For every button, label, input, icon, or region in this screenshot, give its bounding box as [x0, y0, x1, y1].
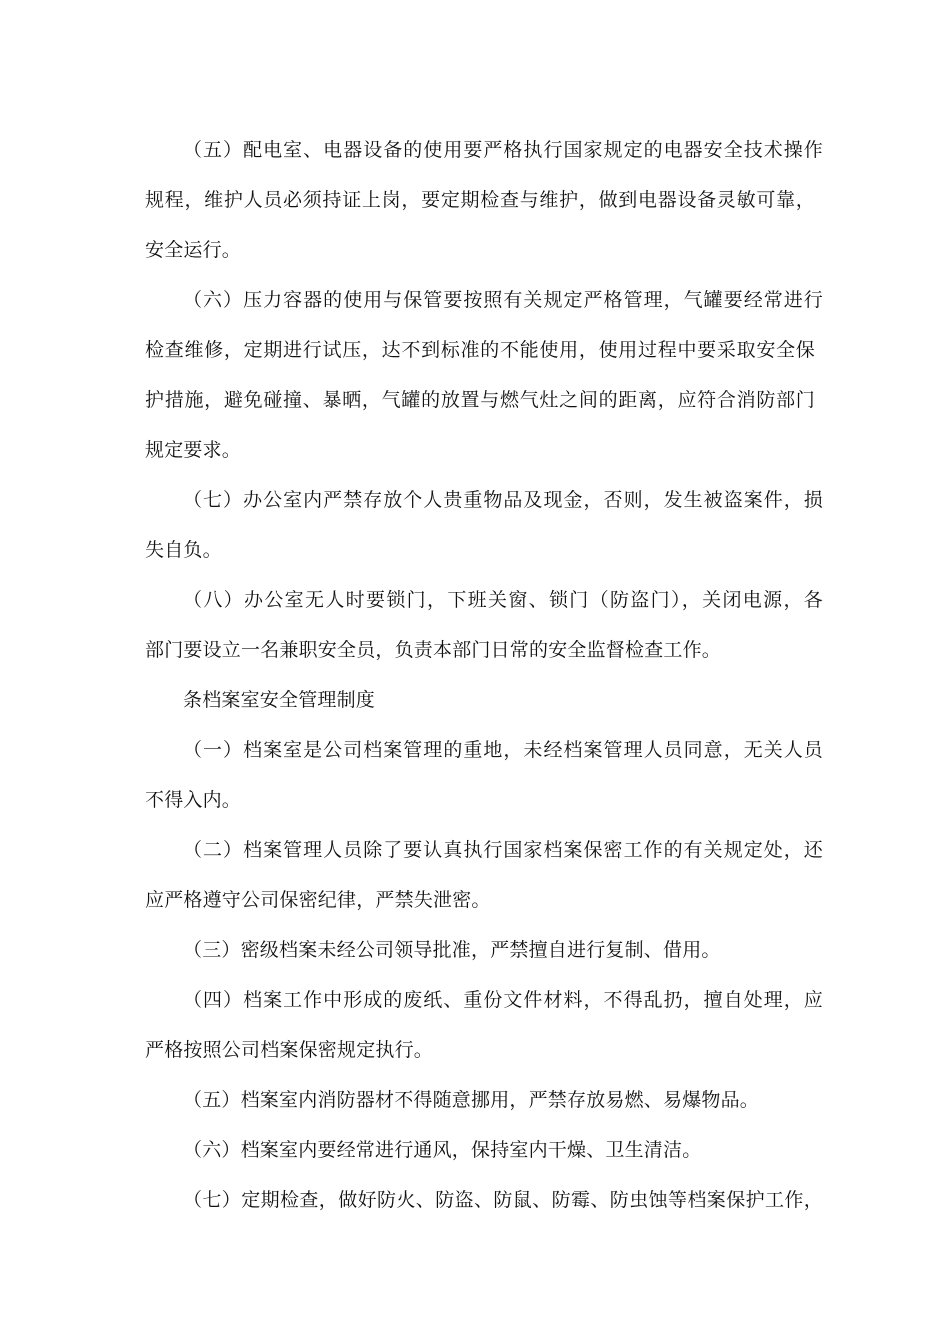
paragraph-line: 应严格遵守公司保密纪律，严禁失泄密。 — [145, 889, 491, 911]
paragraph-line: 检查维修，定期进行试压，达不到标准的不能使用，使用过程中要采取安全保 — [145, 339, 815, 361]
paragraph-line: 护措施，避免碰撞、暴晒，气罐的放置与燃气灶之间的距离，应符合消防部门 — [145, 389, 815, 411]
paragraph-line: （五）档案室内消防器材不得随意挪用，严禁存放易燃、易爆物品。 — [183, 1089, 760, 1111]
paragraph-line: （一）档案室是公司档案管理的重地，未经档案管理人员同意，无关人员 — [183, 739, 823, 761]
paragraph-line: （五）配电室、电器设备的使用要严格执行国家规定的电器安全技术操作 — [183, 139, 823, 161]
paragraph-line: 失自负。 — [145, 539, 222, 561]
paragraph-line: （七）办公室内严禁存放个人贵重物品及现金，否则，发生被盗案件，损 — [183, 489, 823, 511]
paragraph-line: 不得入内。 — [145, 789, 242, 811]
paragraph-line: 安全运行。 — [145, 239, 242, 261]
paragraph-line: （三）密级档案未经公司领导批准，严禁擅自进行复制、借用。 — [183, 939, 721, 961]
paragraph-line: （四）档案工作中形成的废纸、重份文件材料，不得乱扔，擅自处理，应 — [183, 989, 823, 1011]
paragraph-line: 部门要设立一名兼职安全员，负责本部门日常的安全监督检查工作。 — [145, 639, 722, 661]
paragraph-line: 规定要求。 — [145, 439, 242, 461]
paragraph-line: 规程，维护人员必须持证上岗，要定期检查与维护，做到电器设备灵敏可靠， — [145, 189, 815, 211]
paragraph-line: （六）档案室内要经常进行通风，保持室内干燥、卫生清洁。 — [183, 1139, 702, 1161]
paragraph-line: （六）压力容器的使用与保管要按照有关规定严格管理，气罐要经常进行 — [183, 289, 823, 311]
paragraph-line: 严格按照公司档案保密规定执行。 — [145, 1039, 434, 1061]
paragraph-line: （八）办公室无人时要锁门，下班关窗、锁门（防盗门），关闭电源，各 — [183, 589, 823, 611]
paragraph-line: （二）档案管理人员除了要认真执行国家档案保密工作的有关规定处，还 — [183, 839, 823, 861]
section-heading: 条档案室安全管理制度 — [183, 689, 376, 711]
paragraph-line: （七）定期检查，做好防火、防盗、防鼠、防霉、防虫蚀等档案保护工作， — [183, 1189, 823, 1211]
